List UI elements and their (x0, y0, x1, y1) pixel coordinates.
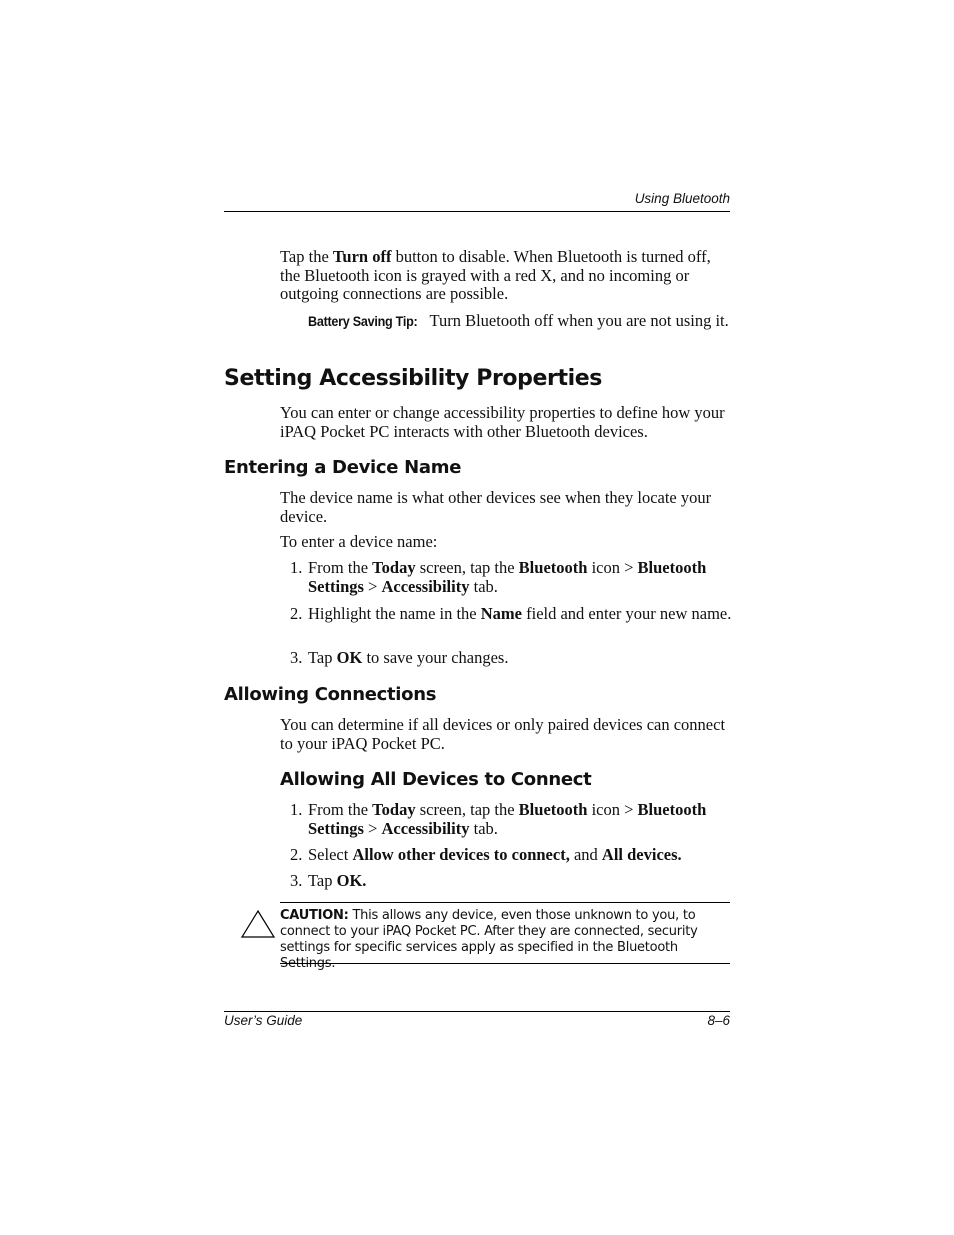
subsection-title-all-devices: Allowing All Devices to Connect (280, 769, 592, 790)
caution-top-rule (280, 902, 730, 903)
caution-note: CAUTION: This allows any device, even those unknown to you, to connect to your iPAQ Pocket PC. After they are connected, security settings for specific services apply as specified in the Bluetooth Settings. (280, 908, 698, 971)
caution-bottom-rule (280, 963, 730, 964)
battery-tip: Battery Saving Tip: Turn Bluetooth off when you are not using it. (308, 311, 729, 330)
list-item: 3. Tap OK. (290, 871, 367, 890)
running-header: Using Bluetooth (634, 191, 730, 206)
device-name-paragraph: The device name is what other devices see when they locate your device. (280, 488, 712, 526)
warning-triangle-icon (240, 909, 276, 939)
tip-label: Battery Saving Tip: (308, 313, 418, 329)
section-title-accessibility: Setting Accessibility Properties (224, 366, 602, 391)
list-item: 2. Highlight the name in the Name field and enter your new name. (290, 604, 732, 623)
allowing-connections-paragraph: You can determine if all devices or only paired devices can connect to your iPAQ Pocket PC. (280, 715, 726, 753)
intro-paragraph: Tap the Turn off button to disable. When Bluetooth is turned off, the Bluetooth icon is grayed with a red X, and no incoming or outgoing connections are possible. (280, 247, 711, 303)
accessibility-paragraph: You can enter or change accessibility properties to define how your iPAQ Pocket PC interacts with other Bluetooth devices. (280, 403, 725, 441)
caution-label: CAUTION: (280, 908, 349, 923)
section-title-device-name: Entering a Device Name (224, 457, 462, 478)
footer-rule (224, 1011, 730, 1012)
header-rule (224, 211, 730, 212)
list-item: 2. Select Allow other devices to connect, and All devices. (290, 845, 682, 864)
page-number: 8–6 (707, 1013, 730, 1028)
device-name-intro: To enter a device name: (280, 532, 438, 551)
section-title-allowing-connections: Allowing Connections (224, 684, 437, 705)
list-item: 3. Tap OK to save your changes. (290, 648, 509, 667)
list-item: 1. From the Today screen, tap the Bluetooth icon > Bluetooth Settings > Accessibility tab. (290, 800, 707, 838)
list-item: 1. From the Today screen, tap the Bluetooth icon > Bluetooth Settings > Accessibility tab. (290, 558, 707, 596)
footer-guide-title: User’s Guide (224, 1013, 303, 1028)
